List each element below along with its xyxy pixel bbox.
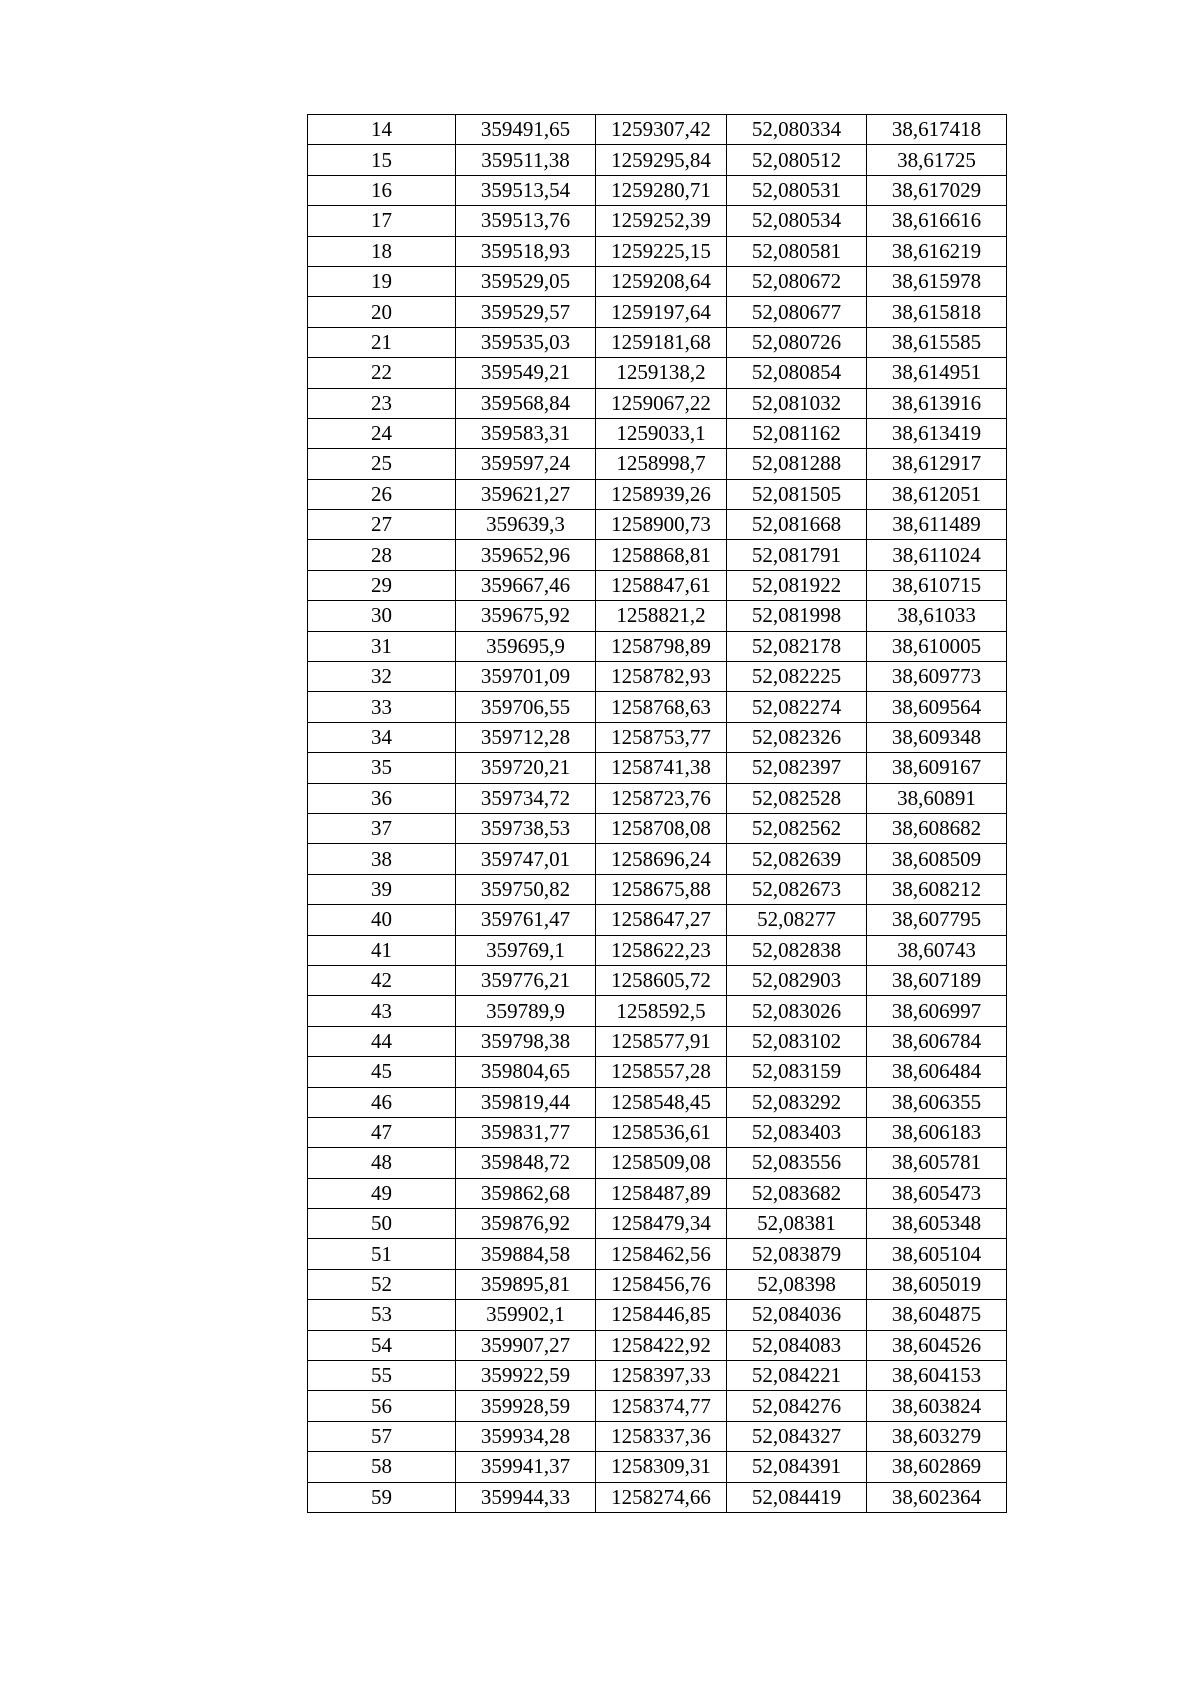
table-row [308, 206, 1007, 236]
table-row [308, 753, 1007, 783]
latitude-cell: 52,083026 [727, 996, 867, 1026]
point-number-cell: 20 [308, 297, 456, 327]
point-number-cell: 27 [308, 510, 456, 540]
longitude-cell: 38,607189 [867, 965, 1007, 995]
point-number-cell: 40 [308, 905, 456, 935]
y-coordinate-cell: 1258741,38 [596, 753, 727, 783]
y-coordinate-cell: 1258675,88 [596, 874, 727, 904]
table-row [308, 905, 1007, 935]
table-row [308, 1269, 1007, 1299]
latitude-cell: 52,082178 [727, 631, 867, 661]
longitude-cell: 38,605473 [867, 1178, 1007, 1208]
longitude-cell: 38,609773 [867, 662, 1007, 692]
y-coordinate-cell: 1258647,27 [596, 905, 727, 935]
point-number-cell: 51 [308, 1239, 456, 1269]
latitude-cell: 52,083292 [727, 1087, 867, 1117]
table-row [308, 145, 1007, 175]
latitude-cell: 52,081922 [727, 570, 867, 600]
x-coordinate-cell: 359862,68 [456, 1178, 596, 1208]
latitude-cell: 52,080726 [727, 327, 867, 357]
latitude-cell: 52,083102 [727, 1026, 867, 1056]
x-coordinate-cell: 359804,65 [456, 1057, 596, 1087]
longitude-cell: 38,60743 [867, 935, 1007, 965]
x-coordinate-cell: 359831,77 [456, 1117, 596, 1147]
y-coordinate-cell: 1258708,08 [596, 813, 727, 843]
y-coordinate-cell: 1258723,76 [596, 783, 727, 813]
table-row [308, 1330, 1007, 1360]
latitude-cell: 52,080677 [727, 297, 867, 327]
latitude-cell: 52,081505 [727, 479, 867, 509]
x-coordinate-cell: 359944,33 [456, 1482, 596, 1512]
latitude-cell: 52,082838 [727, 935, 867, 965]
y-coordinate-cell: 1258900,73 [596, 510, 727, 540]
table-row [308, 965, 1007, 995]
table-row [308, 1026, 1007, 1056]
point-number-cell: 26 [308, 479, 456, 509]
longitude-cell: 38,613916 [867, 388, 1007, 418]
latitude-cell: 52,082639 [727, 844, 867, 874]
table-row [308, 449, 1007, 479]
point-number-cell: 28 [308, 540, 456, 570]
y-coordinate-cell: 1258337,36 [596, 1421, 727, 1451]
y-coordinate-cell: 1258821,2 [596, 601, 727, 631]
y-coordinate-cell: 1259067,22 [596, 388, 727, 418]
x-coordinate-cell: 359518,93 [456, 236, 596, 266]
table-row [308, 1239, 1007, 1269]
point-number-cell: 16 [308, 175, 456, 205]
y-coordinate-cell: 1258509,08 [596, 1148, 727, 1178]
latitude-cell: 52,084221 [727, 1361, 867, 1391]
longitude-cell: 38,610715 [867, 570, 1007, 600]
table-row [308, 1057, 1007, 1087]
x-coordinate-cell: 359667,46 [456, 570, 596, 600]
y-coordinate-cell: 1258374,77 [596, 1391, 727, 1421]
table-row [308, 570, 1007, 600]
table-row [308, 540, 1007, 570]
latitude-cell: 52,080534 [727, 206, 867, 236]
x-coordinate-cell: 359535,03 [456, 327, 596, 357]
latitude-cell: 52,083682 [727, 1178, 867, 1208]
x-coordinate-cell: 359848,72 [456, 1148, 596, 1178]
x-coordinate-cell: 359776,21 [456, 965, 596, 995]
point-number-cell: 35 [308, 753, 456, 783]
table-row [308, 722, 1007, 752]
longitude-cell: 38,605104 [867, 1239, 1007, 1269]
point-number-cell: 21 [308, 327, 456, 357]
point-number-cell: 49 [308, 1178, 456, 1208]
x-coordinate-cell: 359549,21 [456, 358, 596, 388]
table-row [308, 874, 1007, 904]
point-number-cell: 17 [308, 206, 456, 236]
point-number-cell: 25 [308, 449, 456, 479]
y-coordinate-cell: 1258939,26 [596, 479, 727, 509]
x-coordinate-cell: 359922,59 [456, 1361, 596, 1391]
point-number-cell: 22 [308, 358, 456, 388]
point-number-cell: 37 [308, 813, 456, 843]
point-number-cell: 47 [308, 1117, 456, 1147]
table-row [308, 418, 1007, 448]
longitude-cell: 38,604153 [867, 1361, 1007, 1391]
point-number-cell: 56 [308, 1391, 456, 1421]
latitude-cell: 52,081032 [727, 388, 867, 418]
latitude-cell: 52,082528 [727, 783, 867, 813]
x-coordinate-cell: 359652,96 [456, 540, 596, 570]
x-coordinate-cell: 359750,82 [456, 874, 596, 904]
latitude-cell: 52,084276 [727, 1391, 867, 1421]
point-number-cell: 45 [308, 1057, 456, 1087]
longitude-cell: 38,604875 [867, 1300, 1007, 1330]
x-coordinate-cell: 359941,37 [456, 1452, 596, 1482]
latitude-cell: 52,080512 [727, 145, 867, 175]
x-coordinate-cell: 359895,81 [456, 1269, 596, 1299]
point-number-cell: 14 [308, 115, 456, 145]
longitude-cell: 38,602869 [867, 1452, 1007, 1482]
table-row [308, 266, 1007, 296]
y-coordinate-cell: 1258536,61 [596, 1117, 727, 1147]
y-coordinate-cell: 1258446,85 [596, 1300, 727, 1330]
y-coordinate-cell: 1258577,91 [596, 1026, 727, 1056]
latitude-cell: 52,080854 [727, 358, 867, 388]
latitude-cell: 52,084083 [727, 1330, 867, 1360]
longitude-cell: 38,607795 [867, 905, 1007, 935]
point-number-cell: 32 [308, 662, 456, 692]
table-row [308, 662, 1007, 692]
longitude-cell: 38,61033 [867, 601, 1007, 631]
latitude-cell: 52,081162 [727, 418, 867, 448]
table-row [308, 996, 1007, 1026]
longitude-cell: 38,616616 [867, 206, 1007, 236]
x-coordinate-cell: 359769,1 [456, 935, 596, 965]
longitude-cell: 38,609564 [867, 692, 1007, 722]
table-row [308, 1300, 1007, 1330]
longitude-cell: 38,604526 [867, 1330, 1007, 1360]
y-coordinate-cell: 1259252,39 [596, 206, 727, 236]
table-row [308, 175, 1007, 205]
x-coordinate-cell: 359513,76 [456, 206, 596, 236]
point-number-cell: 54 [308, 1330, 456, 1360]
latitude-cell: 52,08277 [727, 905, 867, 935]
x-coordinate-cell: 359928,59 [456, 1391, 596, 1421]
y-coordinate-cell: 1258592,5 [596, 996, 727, 1026]
x-coordinate-cell: 359720,21 [456, 753, 596, 783]
table-row [308, 388, 1007, 418]
y-coordinate-cell: 1259225,15 [596, 236, 727, 266]
y-coordinate-cell: 1258696,24 [596, 844, 727, 874]
x-coordinate-cell: 359747,01 [456, 844, 596, 874]
longitude-cell: 38,611489 [867, 510, 1007, 540]
y-coordinate-cell: 1258622,23 [596, 935, 727, 965]
point-number-cell: 58 [308, 1452, 456, 1482]
x-coordinate-cell: 359738,53 [456, 813, 596, 843]
point-number-cell: 41 [308, 935, 456, 965]
point-number-cell: 53 [308, 1300, 456, 1330]
point-number-cell: 30 [308, 601, 456, 631]
longitude-cell: 38,611024 [867, 540, 1007, 570]
longitude-cell: 38,602364 [867, 1482, 1007, 1512]
point-number-cell: 31 [308, 631, 456, 661]
point-number-cell: 42 [308, 965, 456, 995]
y-coordinate-cell: 1258998,7 [596, 449, 727, 479]
table-row [308, 327, 1007, 357]
x-coordinate-cell: 359907,27 [456, 1330, 596, 1360]
x-coordinate-cell: 359568,84 [456, 388, 596, 418]
longitude-cell: 38,615585 [867, 327, 1007, 357]
table-row [308, 115, 1007, 145]
table-row [308, 601, 1007, 631]
x-coordinate-cell: 359621,27 [456, 479, 596, 509]
y-coordinate-cell: 1258462,56 [596, 1239, 727, 1269]
x-coordinate-cell: 359712,28 [456, 722, 596, 752]
latitude-cell: 52,084391 [727, 1452, 867, 1482]
latitude-cell: 52,084036 [727, 1300, 867, 1330]
longitude-cell: 38,612917 [867, 449, 1007, 479]
x-coordinate-cell: 359511,38 [456, 145, 596, 175]
longitude-cell: 38,61725 [867, 145, 1007, 175]
latitude-cell: 52,081791 [727, 540, 867, 570]
latitude-cell: 52,083403 [727, 1117, 867, 1147]
y-coordinate-cell: 1259280,71 [596, 175, 727, 205]
point-number-cell: 23 [308, 388, 456, 418]
y-coordinate-cell: 1258782,93 [596, 662, 727, 692]
x-coordinate-cell: 359706,55 [456, 692, 596, 722]
table-row [308, 844, 1007, 874]
y-coordinate-cell: 1259138,2 [596, 358, 727, 388]
x-coordinate-cell: 359934,28 [456, 1421, 596, 1451]
point-number-cell: 44 [308, 1026, 456, 1056]
table-row [308, 692, 1007, 722]
latitude-cell: 52,081998 [727, 601, 867, 631]
longitude-cell: 38,606484 [867, 1057, 1007, 1087]
longitude-cell: 38,608212 [867, 874, 1007, 904]
longitude-cell: 38,605019 [867, 1269, 1007, 1299]
longitude-cell: 38,605781 [867, 1148, 1007, 1178]
point-number-cell: 15 [308, 145, 456, 175]
y-coordinate-cell: 1258309,31 [596, 1452, 727, 1482]
point-number-cell: 57 [308, 1421, 456, 1451]
longitude-cell: 38,615818 [867, 297, 1007, 327]
table-row [308, 1209, 1007, 1239]
longitude-cell: 38,617418 [867, 115, 1007, 145]
longitude-cell: 38,615978 [867, 266, 1007, 296]
latitude-cell: 52,081288 [727, 449, 867, 479]
table-row [308, 1421, 1007, 1451]
table-row [308, 236, 1007, 266]
longitude-cell: 38,609167 [867, 753, 1007, 783]
point-number-cell: 55 [308, 1361, 456, 1391]
longitude-cell: 38,614951 [867, 358, 1007, 388]
y-coordinate-cell: 1258422,92 [596, 1330, 727, 1360]
table-row [308, 935, 1007, 965]
x-coordinate-cell: 359819,44 [456, 1087, 596, 1117]
point-number-cell: 33 [308, 692, 456, 722]
latitude-cell: 52,082562 [727, 813, 867, 843]
table-row [308, 297, 1007, 327]
longitude-cell: 38,603279 [867, 1421, 1007, 1451]
y-coordinate-cell: 1258868,81 [596, 540, 727, 570]
longitude-cell: 38,606355 [867, 1087, 1007, 1117]
x-coordinate-cell: 359639,3 [456, 510, 596, 540]
longitude-cell: 38,606784 [867, 1026, 1007, 1056]
table-row [308, 358, 1007, 388]
latitude-cell: 52,083159 [727, 1057, 867, 1087]
y-coordinate-cell: 1259033,1 [596, 418, 727, 448]
y-coordinate-cell: 1259181,68 [596, 327, 727, 357]
x-coordinate-cell: 359761,47 [456, 905, 596, 935]
longitude-cell: 38,605348 [867, 1209, 1007, 1239]
table-row [308, 631, 1007, 661]
longitude-cell: 38,608682 [867, 813, 1007, 843]
coordinates-table [307, 114, 1007, 1513]
point-number-cell: 29 [308, 570, 456, 600]
y-coordinate-cell: 1258605,72 [596, 965, 727, 995]
x-coordinate-cell: 359695,9 [456, 631, 596, 661]
x-coordinate-cell: 359529,57 [456, 297, 596, 327]
latitude-cell: 52,080334 [727, 115, 867, 145]
longitude-cell: 38,616219 [867, 236, 1007, 266]
x-coordinate-cell: 359876,92 [456, 1209, 596, 1239]
longitude-cell: 38,610005 [867, 631, 1007, 661]
table-row [308, 1452, 1007, 1482]
y-coordinate-cell: 1259197,64 [596, 297, 727, 327]
y-coordinate-cell: 1258274,66 [596, 1482, 727, 1512]
latitude-cell: 52,082397 [727, 753, 867, 783]
longitude-cell: 38,609348 [867, 722, 1007, 752]
point-number-cell: 18 [308, 236, 456, 266]
latitude-cell: 52,080531 [727, 175, 867, 205]
longitude-cell: 38,606997 [867, 996, 1007, 1026]
latitude-cell: 52,08381 [727, 1209, 867, 1239]
table-row [308, 479, 1007, 509]
point-number-cell: 50 [308, 1209, 456, 1239]
latitude-cell: 52,083879 [727, 1239, 867, 1269]
latitude-cell: 52,081668 [727, 510, 867, 540]
x-coordinate-cell: 359902,1 [456, 1300, 596, 1330]
latitude-cell: 52,082225 [727, 662, 867, 692]
point-number-cell: 48 [308, 1148, 456, 1178]
latitude-cell: 52,083556 [727, 1148, 867, 1178]
longitude-cell: 38,608509 [867, 844, 1007, 874]
x-coordinate-cell: 359513,54 [456, 175, 596, 205]
point-number-cell: 36 [308, 783, 456, 813]
table-row [308, 1117, 1007, 1147]
y-coordinate-cell: 1258479,34 [596, 1209, 727, 1239]
x-coordinate-cell: 359491,65 [456, 115, 596, 145]
latitude-cell: 52,082326 [727, 722, 867, 752]
longitude-cell: 38,606183 [867, 1117, 1007, 1147]
latitude-cell: 52,082274 [727, 692, 867, 722]
longitude-cell: 38,603824 [867, 1391, 1007, 1421]
x-coordinate-cell: 359789,9 [456, 996, 596, 1026]
y-coordinate-cell: 1258456,76 [596, 1269, 727, 1299]
y-coordinate-cell: 1258847,61 [596, 570, 727, 600]
y-coordinate-cell: 1258397,33 [596, 1361, 727, 1391]
point-number-cell: 52 [308, 1269, 456, 1299]
y-coordinate-cell: 1258548,45 [596, 1087, 727, 1117]
x-coordinate-cell: 359798,38 [456, 1026, 596, 1056]
x-coordinate-cell: 359701,09 [456, 662, 596, 692]
x-coordinate-cell: 359529,05 [456, 266, 596, 296]
longitude-cell: 38,617029 [867, 175, 1007, 205]
latitude-cell: 52,080581 [727, 236, 867, 266]
table-row [308, 813, 1007, 843]
latitude-cell: 52,082673 [727, 874, 867, 904]
table-row [308, 1178, 1007, 1208]
y-coordinate-cell: 1258487,89 [596, 1178, 727, 1208]
longitude-cell: 38,60891 [867, 783, 1007, 813]
point-number-cell: 34 [308, 722, 456, 752]
y-coordinate-cell: 1258768,63 [596, 692, 727, 722]
point-number-cell: 43 [308, 996, 456, 1026]
longitude-cell: 38,613419 [867, 418, 1007, 448]
table-row [308, 510, 1007, 540]
point-number-cell: 39 [308, 874, 456, 904]
latitude-cell: 52,084419 [727, 1482, 867, 1512]
point-number-cell: 24 [308, 418, 456, 448]
x-coordinate-cell: 359884,58 [456, 1239, 596, 1269]
coordinates-table-body [308, 115, 1007, 1513]
latitude-cell: 52,08398 [727, 1269, 867, 1299]
y-coordinate-cell: 1258798,89 [596, 631, 727, 661]
table-row [308, 1482, 1007, 1512]
table-row [308, 1391, 1007, 1421]
latitude-cell: 52,082903 [727, 965, 867, 995]
point-number-cell: 59 [308, 1482, 456, 1512]
y-coordinate-cell: 1258557,28 [596, 1057, 727, 1087]
latitude-cell: 52,080672 [727, 266, 867, 296]
table-row [308, 783, 1007, 813]
longitude-cell: 38,612051 [867, 479, 1007, 509]
x-coordinate-cell: 359597,24 [456, 449, 596, 479]
table-row [308, 1148, 1007, 1178]
point-number-cell: 38 [308, 844, 456, 874]
x-coordinate-cell: 359734,72 [456, 783, 596, 813]
table-row [308, 1087, 1007, 1117]
point-number-cell: 19 [308, 266, 456, 296]
table-row [308, 1361, 1007, 1391]
y-coordinate-cell: 1259208,64 [596, 266, 727, 296]
y-coordinate-cell: 1259295,84 [596, 145, 727, 175]
x-coordinate-cell: 359675,92 [456, 601, 596, 631]
latitude-cell: 52,084327 [727, 1421, 867, 1451]
y-coordinate-cell: 1259307,42 [596, 115, 727, 145]
y-coordinate-cell: 1258753,77 [596, 722, 727, 752]
point-number-cell: 46 [308, 1087, 456, 1117]
x-coordinate-cell: 359583,31 [456, 418, 596, 448]
